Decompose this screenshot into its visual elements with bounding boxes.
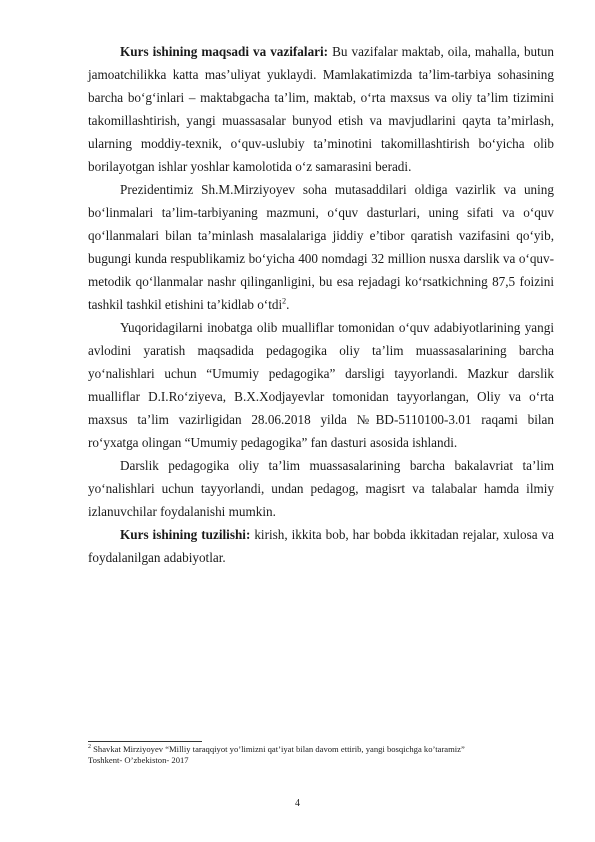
- paragraph-goals: [88, 40, 554, 178]
- footnote-reference[interactable]: 2: [282, 296, 287, 306]
- paragraph-structure-text: kirish, ikkita bob, har bobda ikkitadan rejalar, xulosa va foydalanilgan adabiyotlar.: [88, 527, 555, 565]
- paragraph-structure-heading: Kurs ishining tuzilishi:: [120, 527, 251, 542]
- footnote-citation: Shavkat Mirziyoyev “Milliy taraqqiyot yo’limizni qat’iyat bilan davom ettirib, yangi bosqichga ko’taramiz”: [91, 744, 465, 754]
- paragraph-audience-text: Darslik pedagogika oliy ta’lim muassasalarining barcha bakalavriat ta’lim yo‘nalishlari uchun tayyorlandi, undan pedagog, magisrt va talabalar hamda ilmiy izlanuvchilar foydalanishi mumkin.: [88, 458, 554, 519]
- paragraph-structure: [88, 523, 554, 569]
- footnote-line-2: Toshkent- O’zbekiston- 2017: [88, 755, 189, 765]
- paragraph-goals-text: Bu vazifalar maktab, oila, mahalla, butun jamoatchilikka katta mas’uliyat yuklaydi. Mamlakatimizda ta’lim-tarbiya sohasining barcha bo‘g‘inlari – maktabgacha ta’lim, maktab, o‘rta maxsus va oliy ta’lim tizimini takomillashtirish, yangi muassasalar bunyod etish va mavjudlarini qayta ta’mirlash, ularning moddiy-texnik, o‘quv-uslubiy ta’minotini takomillashtirish bo‘yicha olib borilayotgan ishlar yoshlar kamolotida o‘z samarasini beradi.: [88, 44, 554, 174]
- paragraph-goals-heading: Kurs ishining maqsadi va vazifalari:: [120, 44, 329, 59]
- footnote: [88, 744, 554, 766]
- footnote-line-1: [88, 744, 554, 755]
- paragraph-president-tail: .: [286, 297, 290, 312]
- document-body: [88, 40, 554, 569]
- paragraph-textbook-text: Yuqoridagilarni inobatga olib mualliflar tomonidan o‘quv adabiyotlarining yangi avlodini yaratish maqsadida pedagogika oliy ta’lim muassasalarining barcha yo‘nalishlari uchun “Umumiy pedagogika” darsligi tayyorlandi. Mazkur darslik mualliflar D.I.Ro‘ziyeva, B.X.Xodjayevlar tomonidan tayyorlangan, Oliy va o‘rta maxsus ta’lim vazirligidan 28.06.2018 yilda №BD-5110100-3.01 raqami bilan ro‘yxatga olingan “Umumiy pedagogika” fan dasturi asosida ishlandi.: [88, 320, 554, 450]
- page-number: 4: [295, 798, 300, 809]
- paragraph-textbook: [88, 316, 554, 454]
- paragraph-president-text: Prezidentimiz Sh.M.Mirziyoyev soha mutasaddilari oldiga vazirlik va uning bo‘linmalari ta’lim-tarbiyaning mazmuni, o‘quv dasturlari, uning sifati va o‘quv qo‘llanmalari bilan ta’minlash masalalariga jiddiy e’tibor qaratish vazifasini qo‘yib, bugungi kunda respublikamiz bo‘yicha 400 nomdagi 32 million nusxa darslik va o‘quv-metodik qo‘llanmalar nashr qilinganligini, bu esa rejadagi ko‘rsatkichning 87,5 foizini tashkil tashkil etishini ta’kidlab o‘tdi: [88, 182, 554, 312]
- footnote-divider: [88, 741, 202, 742]
- paragraph-audience: [88, 454, 554, 523]
- footnote-marker: 2: [88, 744, 91, 751]
- paragraph-president: [88, 178, 554, 316]
